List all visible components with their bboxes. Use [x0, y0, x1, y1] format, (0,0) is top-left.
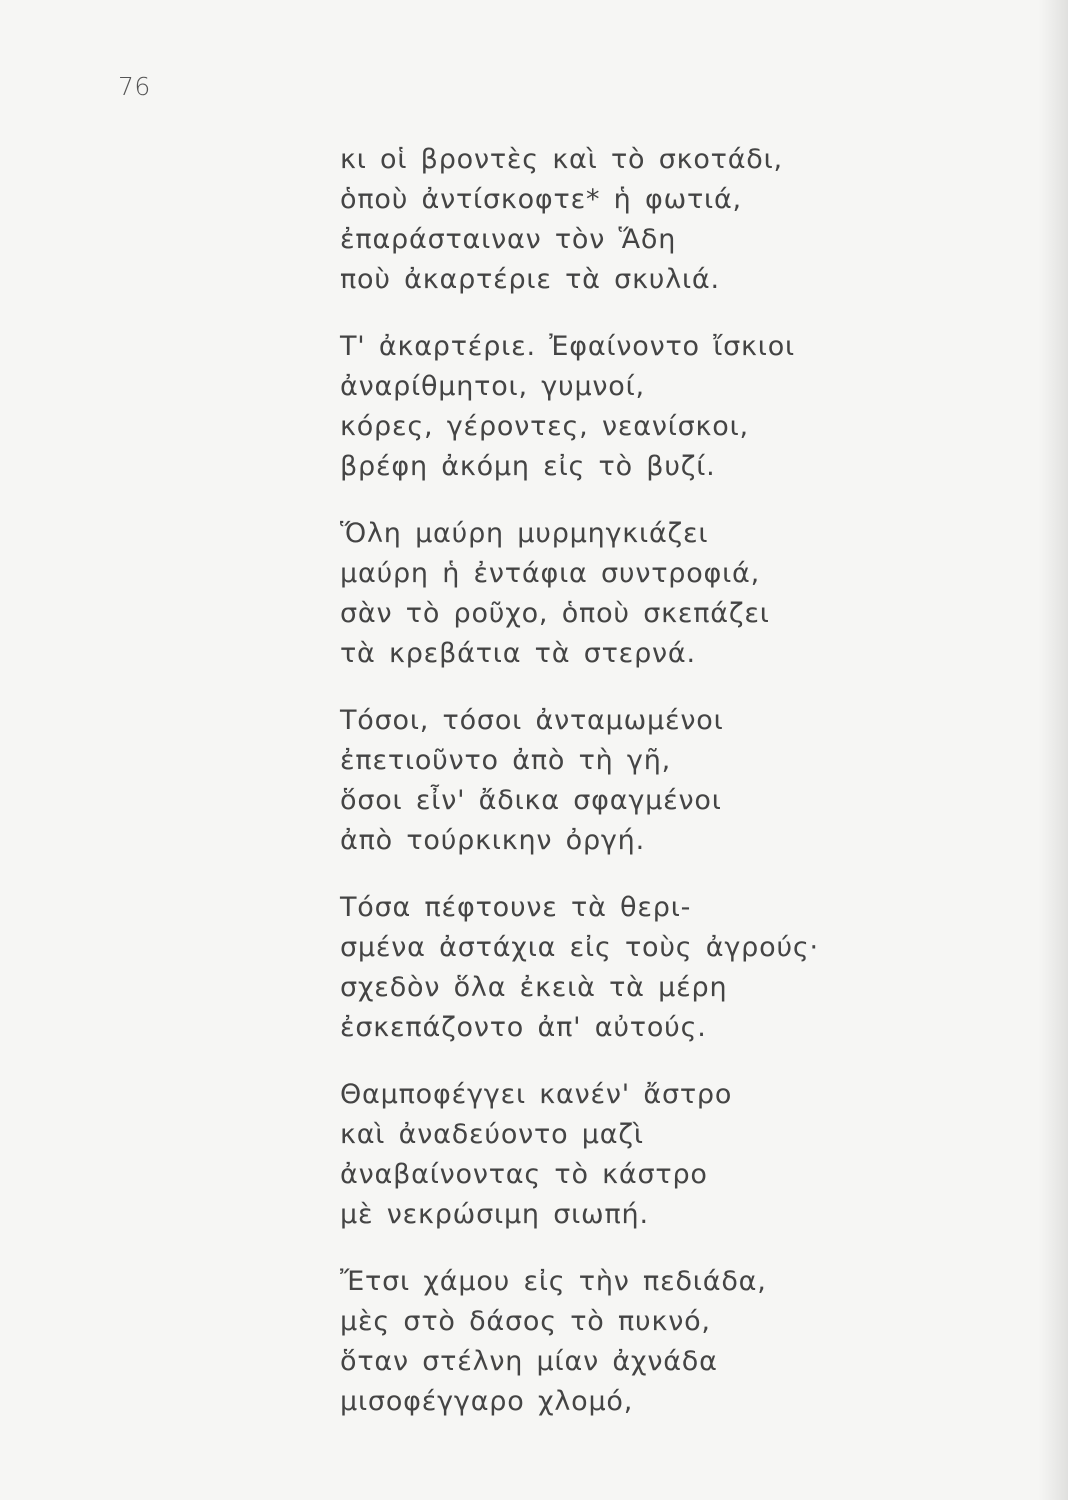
- page-edge-shadow: [1038, 0, 1068, 1500]
- poem-line: ἀναβαίνοντας τὸ κάστρο: [340, 1159, 708, 1190]
- stanza-7: [340, 1262, 1020, 1449]
- poem-line: σὰν τὸ ροῦχο, ὁποὺ σκεπάζει: [340, 598, 770, 629]
- poem-line: Τ' ἀκαρτέριε. Ἐφαίνοντο ἴσκιοι: [340, 331, 795, 362]
- poem-line: μὲς στὸ δάσος τὸ πυκνό,: [340, 1306, 711, 1337]
- stanza-4: [340, 701, 1020, 888]
- stanza-3: [340, 514, 1020, 701]
- page-number: 76: [118, 72, 151, 101]
- poem-line: ποὺ ἀκαρτέριε τὰ σκυλιά.: [340, 264, 720, 295]
- poem-line: ὅσοι εἶν' ἄδικα σφαγμένοι: [340, 785, 722, 816]
- poem-line: Ἔτσι χάμου εἰς τὴν πεδιάδα,: [340, 1266, 767, 1297]
- poem-line: ἐπαράσταιναν τὸν Ἅδη: [340, 224, 677, 255]
- poem-line: ἀναρίθμητοι, γυμνοί,: [340, 371, 645, 402]
- poem-body: [340, 140, 1020, 1449]
- poem-line: μαύρη ἡ ἐντάφια συντροφιά,: [340, 558, 761, 589]
- poem-line: ἀπὸ τούρκικην ὀργή.: [340, 825, 645, 856]
- poem-line: ἐπετιοῦντο ἀπὸ τὴ γῆ,: [340, 745, 671, 776]
- poem-line: σμένα ἀστάχια εἰς τοὺς ἀγρούς·: [340, 932, 819, 963]
- stanza-2: [340, 327, 1020, 514]
- stanza-1: [340, 140, 1020, 327]
- poem-line: καὶ ἀναδεύοντο μαζὶ: [340, 1119, 644, 1150]
- stanza-5: [340, 888, 1020, 1075]
- poem-line: ὅταν στέλνη μίαν ἀχνάδα: [340, 1346, 718, 1377]
- poem-line: τὰ κρεβάτια τὰ στερνά.: [340, 638, 696, 669]
- poem-line: κι οἱ βροντὲς καὶ τὸ σκοτάδι,: [340, 144, 783, 175]
- poem-line: Τόσα πέφτουνε τὰ θερι-: [340, 892, 692, 923]
- stanza-6: [340, 1075, 1020, 1262]
- poem-line: Ὅλη μαύρη μυρμηγκιάζει: [340, 518, 709, 549]
- poem-line: κόρες, γέροντες, νεανίσκοι,: [340, 411, 749, 442]
- poem-line: μὲ νεκρώσιμη σιωπή.: [340, 1199, 649, 1230]
- poem-line: μισοφέγγαρο χλομό,: [340, 1386, 634, 1417]
- poem-line: ἐσκεπάζοντο ἀπ' αὐτούς.: [340, 1012, 707, 1043]
- poem-line: σχεδὸν ὅλα ἐκειὰ τὰ μέρη: [340, 972, 728, 1003]
- poem-line: Θαμποφέγγει κανέν' ἄστρο: [340, 1079, 733, 1110]
- poem-line: βρέφη ἀκόμη εἰς τὸ βυζί.: [340, 451, 716, 482]
- poem-line: ὁποὺ ἀντίσκοφτε* ἡ φωτιά,: [340, 184, 742, 215]
- poem-line: Τόσοι, τόσοι ἀνταμωμένοι: [340, 705, 724, 736]
